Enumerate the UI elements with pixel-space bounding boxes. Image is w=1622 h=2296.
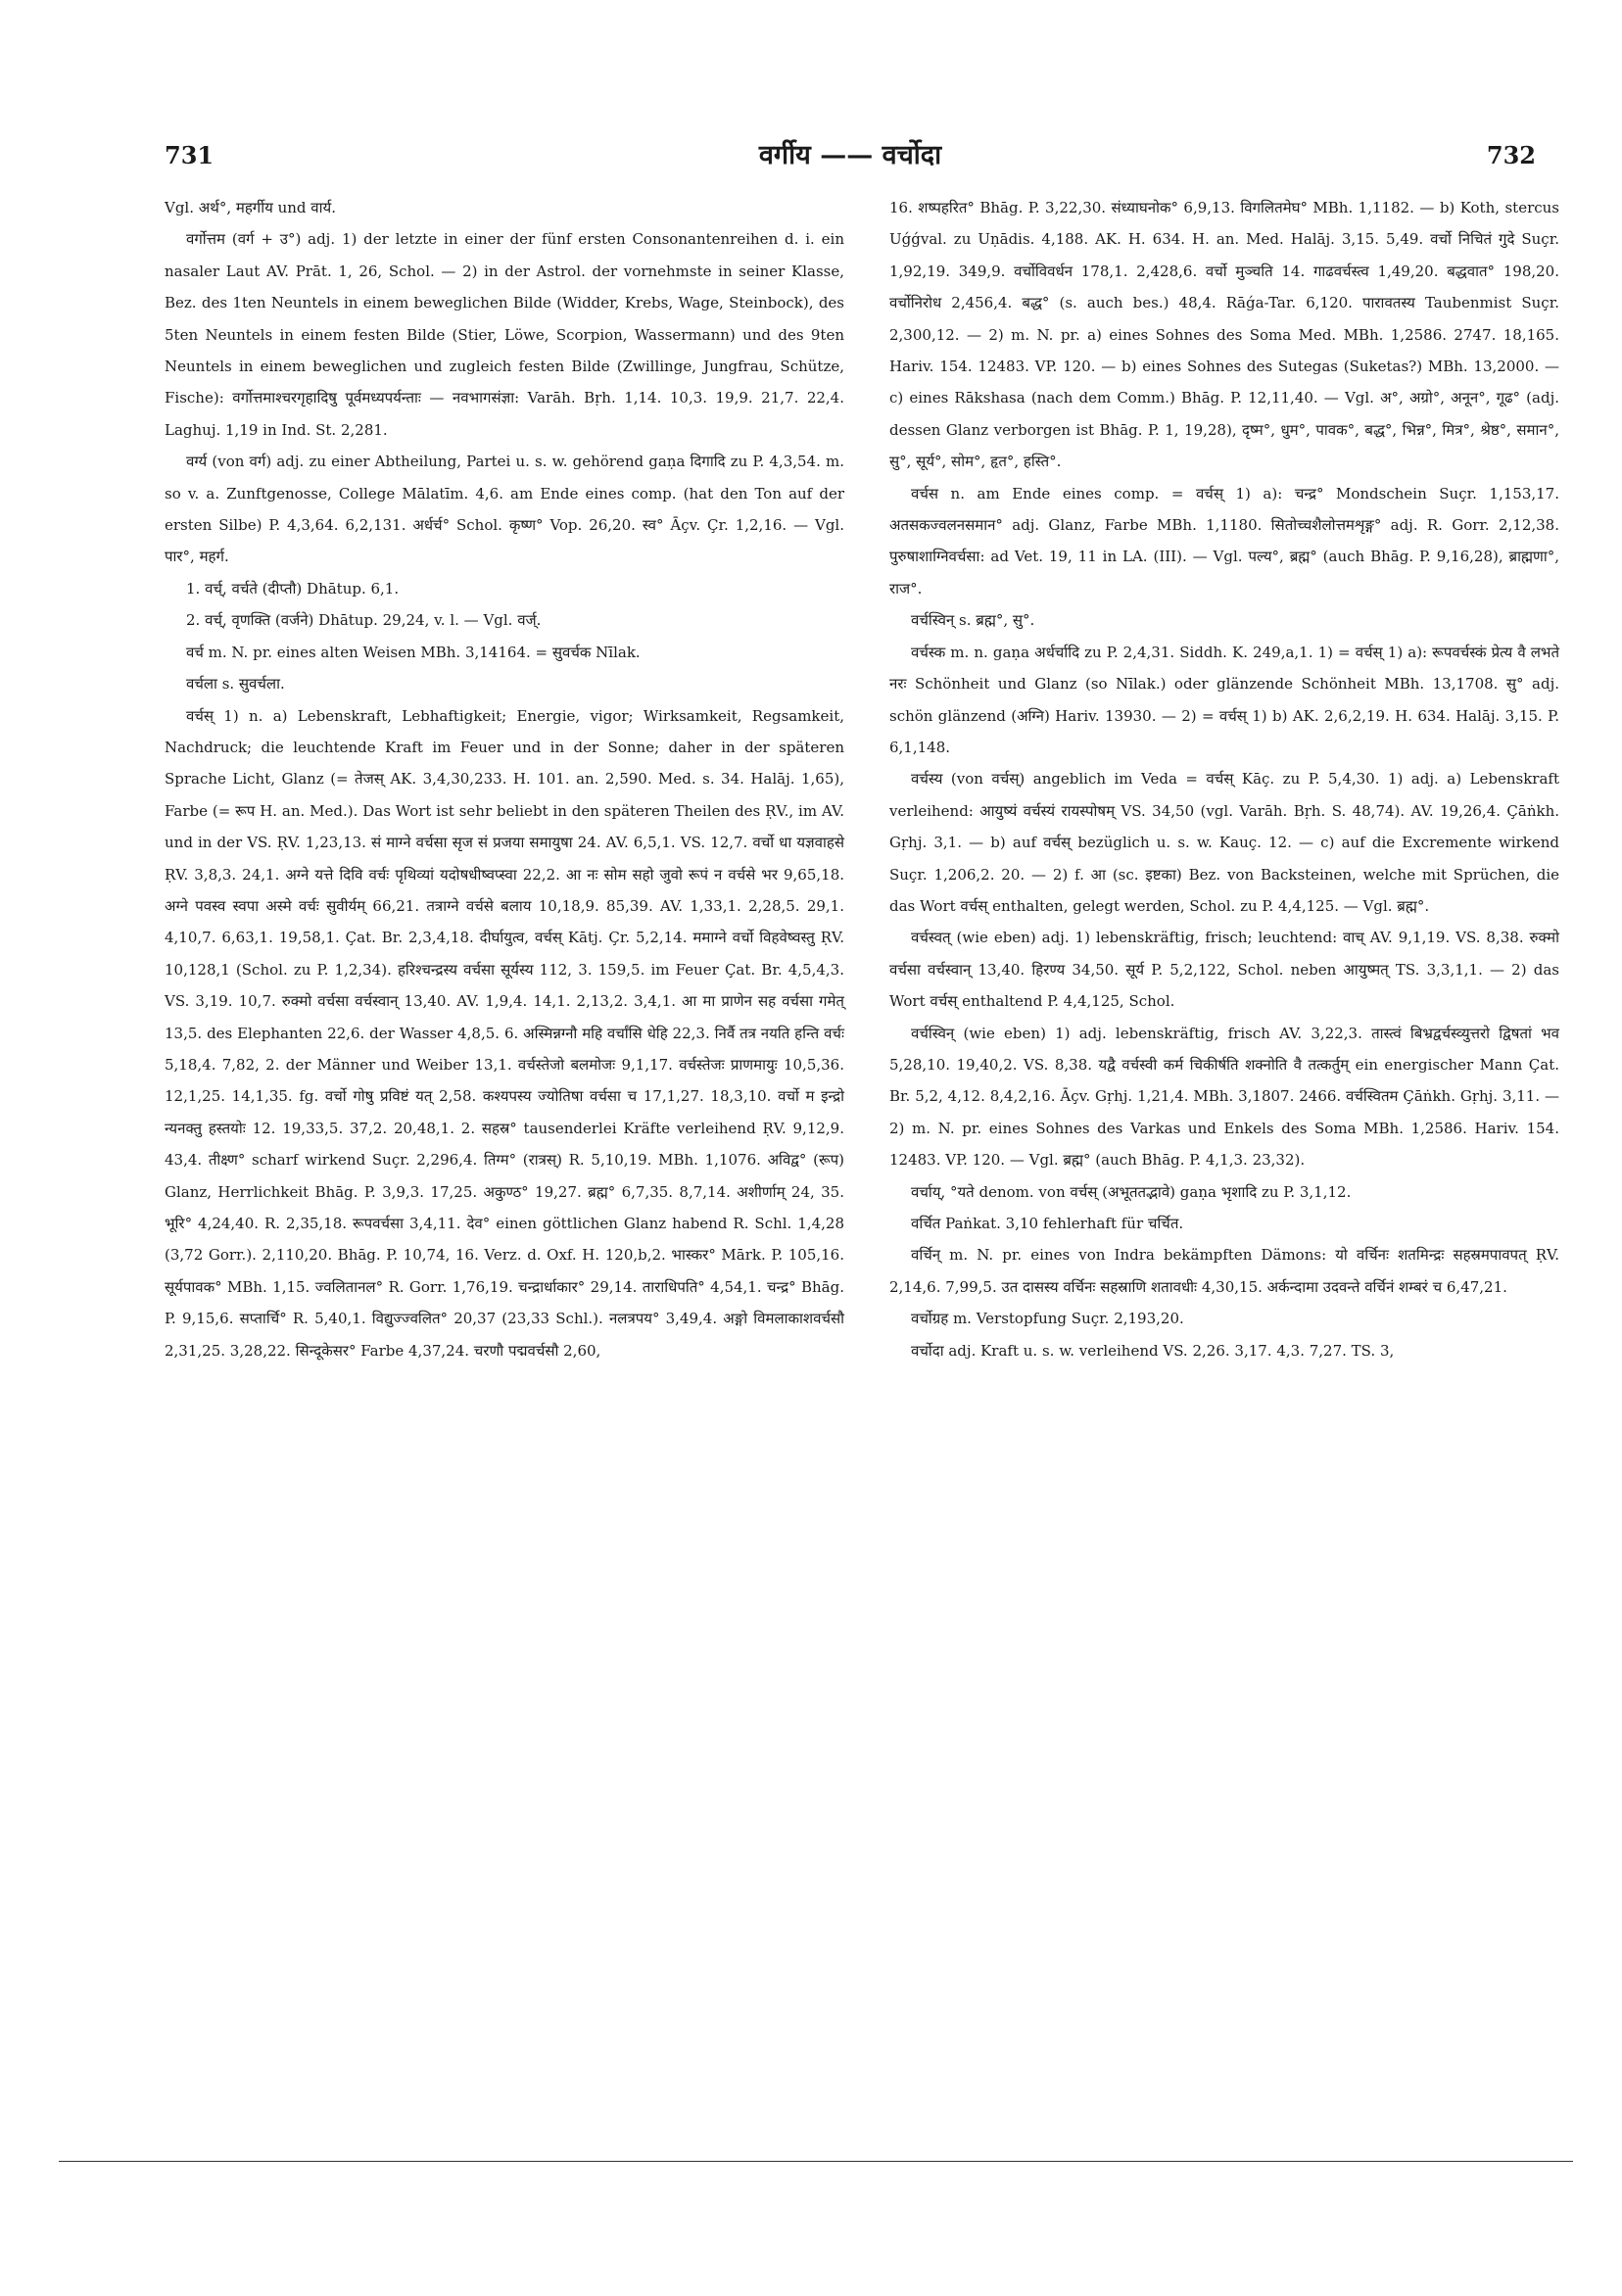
right-column <box>889 192 1559 1366</box>
entry-paragraph: 1. वर्च्, वर्चते (दीप्तौ) Dhātup. 6,1. <box>186 579 400 598</box>
entry-paragraph: 16. शष्पहरित° Bhāg. P. 3,22,30. संध्याघनोक° 6,9,13. विगलितमेघ° MBh. 1,1182. — b) Koth, stercus Uǵǵval. zu Uṇādis. 4,188. AK. H. 634. H. an. Med. Halāj. 3,15. 5,49. वर्चो निचितं गुदे Suçr. 1,92,19. 349,9. वर्चोविवर्धन 178,1. 2,428,6. वर्चो मुञ्चति 14. गाढवर्चस्त्व 1,49,20. बद्धवात° 198,20. वर्चोनिरोध 2,456,4. बद्ध° (s. auch bes.) 48,4. Rāǵa-Tar. 6,120. पारावतस्य Taubenmist Suçr. 2,300,12. — 2) m. N. pr. a) eines Sohnes des Soma Med. MBh. 1,2586. 2747. 18,165. Hariv. 154. 12483. VP. 120. — b) eines Sohnes des Sutegas (Suketas?) MBh. 13,2000. — c) eines Rākshasa (nach dem Comm.) Bhāg. P. 12,11,40. — Vgl. अ°, अग्रो°, अनून°, गूढ° (adj. dessen Glanz verborgen ist Bhāg. P. 1, 19,28), दृष्म°, धुम°, पावक°, बद्ध°, भिन्न°, मित्र°, श्रेष्ठ°, समान°, सु°, सूर्य°, सोम°, हृत°, हस्ति°. <box>889 199 1559 471</box>
running-head: वर्गीय —— वर्चोदा <box>758 140 942 170</box>
left-column <box>165 192 844 1366</box>
entry-paragraph: वर्च m. N. pr. eines alten Weisen MBh. 3,14164. = सुवर्चक Nīlak. <box>186 643 641 661</box>
entry-paragraph: Vgl. अर्थ°, महर्गीय und वार्य. <box>165 199 336 216</box>
entry-paragraph: 2. वर्च्, वृणक्ति (वर्जने) Dhātup. 29,24, v. l. — Vgl. वर्ज्. <box>186 611 542 630</box>
entry-paragraph: वर्चस्विन् (wie eben) 1) adj. lebenskräftig, frisch AV. 3,22,3. तास्त्वं बिभ्रद्वर्चस्व्युत्तरो द्विषतां भव 5,28,10. 19,40,2. VS. 8,38. यद्वै वर्चस्वी कर्म चिकीर्षति शक्नोति वै तत्कर्तुम् ein energischer Mann Çat. Br. 5,2, 4,12. 8,4,2,16. Āçv. Gṛhj. 1,21,4. MBh. 3,1807. 2466. वर्चस्वितम Çāṅkh. Gṛhj. 3,11. — 2) m. N. pr. eines Sohnes des Varkas und Enkels des Soma MBh. 1,2586. Hariv. 154. 12483. VP. 120. — Vgl. ब्रह्म° (auch Bhāg. P. 4,1,3. 23,32). <box>889 1024 1559 1170</box>
entry-paragraph: वर्चोग्रह m. Verstopfung Suçr. 2,193,20. <box>911 1310 1184 1328</box>
entry-paragraph: वर्चस्क m. n. gaṇa अर्धर्चादि zu P. 2,4,31. Siddh. K. 249,a,1. 1) = वर्चस् 1) a): रूपवर्चस्कं प्रेत्य वै लभते नरः Schönheit und Glanz (so Nīlak.) oder glänzende Schönheit MBh. 13,1708. सु° adj. schön glänzend (अग्नि) Hariv. 13930. — 2) = वर्चस् 1) b) AK. 2,6,2,19. H. 634. Halāj. 3,15. P. 6,1,148. <box>889 643 1559 756</box>
entry-paragraph: वर्ग्य (von वर्ग) adj. zu einer Abtheilung, Partei u. s. w. gehörend gaṇa दिगादि zu P. 4,3,54. m. so v. a. Zunftgenosse, College Mālatīm. 4,6. am Ende eines comp. (hat den Ton auf der ersten Silbe) P. 4,3,64. 6,2,131. अर्धर्च° Schol. कृष्ण° Vop. 26,20. स्व° Āçv. Çr. 1,2,16. — Vgl. पार°, महर्ग. <box>165 453 844 566</box>
entry-paragraph: वर्चोदा adj. Kraft u. s. w. verleihend VS. 2,26. 3,17. 4,3. 7,27. TS. 3, <box>911 1341 1395 1360</box>
page-header <box>165 135 1536 174</box>
entry-paragraph: वर्चस n. am Ende eines comp. = वर्चस् 1) a): चन्द्र° Mondschein Suçr. 1,153,17. अतसकज्वलनसमान° adj. Glanz, Farbe MBh. 1,1180. सितोच्चशैलोत्तमशृङ्ग° adj. R. Gorr. 2,12,38. पुरुषाशाग्निवर्चसा: ad Vet. 19, 11 in LA. (III). — Vgl. पल्य°, ब्रह्म° (auch Bhāg. P. 9,16,28), ब्राह्मणा°, राज°. <box>889 484 1559 598</box>
page-number-right: 732 <box>1486 141 1536 169</box>
entry-paragraph: वर्चस् 1) n. a) Lebenskraft, Lebhaftigkeit; Energie, vigor; Wirksamkeit, Regsamkeit, Nachdruck; die leuchtende Kraft im Feuer und in der Sonne; daher in der späteren Sprache Licht, Glanz (= तेजस् AK. 3,4,30,233. H. 101. an. 2,590. Med. s. 34. Halāj. 1,65), Farbe (= रूप H. an. Med.). Das Wort ist sehr beliebt in den späteren Theilen des ṚV., im AV. und in der VS. ṚV. 1,23,13. सं माग्ने वर्चसा सृज सं प्रजया समायुषा 24. AV. 6,5,1. VS. 12,7. वर्चो धा यज्ञवाहसे ṚV. 3,8,3. 24,1. अग्ने यत्ते दिवि वर्चः पृथिव्यां यदोषधीष्वप्स्वा 22,2. आ नः सोम सहो जुवो रूपं न वर्चसे भर 9,65,18. अग्ने पवस्व स्वपा अस्मे वर्चः सुवीर्यम् 66,21. तत्राग्ने वर्चसे बलाय 10,18,9. 85,39. AV. 1,33,1. 2,28,5. 29,1. 4,10,7. 6,63,1. 19,58,1. Çat. Br. 2,3,4,18. दीर्घायुत्व, वर्चस् Kātj. Çr. 5,2,14. ममाग्ने वर्चो विहवेष्वस्तु ṚV. 10,128,1 (Schol. zu P. 1,2,34). हरिश्चन्द्रस्य वर्चसा सूर्यस्य 112, 3. 159,5. im Feuer Çat. Br. 4,5,4,3. VS. 3,19. 10,7. रुक्मो वर्चसा वर्चस्वान् 13,40. AV. 1,9,4. 14,1. 2,13,2. 3,4,1. आ मा प्राणेन सह वर्चसा गमेत् 13,5. des Elephanten 22,6. der Wasser 4,8,5. 6. अस्मिन्नग्नौ महि वर्चांसि धेहि 22,3. निर्वै तत्र नयति हन्ति वर्चः 5,18,4. 7,82, 2. der Männer und Weiber 13,1. वर्चस्तेजो बलमोजः 9,1,17. वर्चस्तेजः प्राणमायुः 10,5,36. 12,1,25. 14,1,35. fg. वर्चो गोषु प्रविष्टं यत् 2,58. कश्यपस्य ज्योतिषा वर्चसा च 17,1,27. 18,3,10. वर्चो म इन्द्रो न्यनक्तु हस्तयोः 12. 19,33,5. 37,2. 20,48,1. 2. सहस्र° tausenderlei Kräfte verleihend ṚV. 9,12,9. 43,4. तीक्ष्ण° scharf wirkend Suçr. 2,296,4. तिग्म° (रात्रस्) R. 5,10,19. MBh. 1,1076. अविद्व° (रूप) Glanz, Herrlichkeit Bhāg. P. 3,9,3. 17,25. अकुण्ठ° 19,27. ब्रह्म° 6,7,35. 8,7,14. अशीर्णाम् 24, 35. भूरि° 4,24,40. R. 2,35,18. रूपवर्चसा 3,4,11. देव° einen göttlichen Glanz habend R. Schl. 1,4,28 (3,72 Gorr.). 2,110,20. Bhāg. P. 10,74, 16. Verz. d. Oxf. H. 120,b,2. भास्कर° Mārk. P. 105,16. सूर्यपावक° MBh. 1,15. ज्वलितानल° R. Gorr. 1,76,19. चन्द्रार्धाकार° 29,14. ताराधिपति° 4,54,1. चन्द्र° Bhāg. P. 9,15,6. सप्तार्चि° R. 5,40,1. विद्युज्ज्वलित° 20,37 (23,33 Schl.). नलत्रपय° 3,49,4. अङ्गो विमलाकाशवर्चसौ 2,31,25. 3,28,22. सिन्दूकेसर° Farbe 4,37,24. चरणौ पद्मवर्चसौ 2,60, <box>165 706 844 1360</box>
entry-paragraph: वर्चिन् m. N. pr. eines von Indra bekämpften Dämons: यो वर्चिनः शतमिन्द्रः सहस्रमपावपत् ṚV. 2,14,6. 7,99,5. उत दासस्य वर्चिनः सहस्राणि शतावधीः 4,30,15. अर्कन्दामा उदवन्ते वर्चिनं शम्बरं च 6,47,21. <box>889 1246 1559 1296</box>
entry-paragraph: वर्चस्वत् (wie eben) adj. 1) lebenskräftig, frisch; leuchtend: वाच् AV. 9,1,19. VS. 8,38. रुक्मो वर्चसा वर्चस्वान् 13,40. हिरण्य 34,50. सूर्य P. 5,2,122, Schol. neben आयुष्मत् TS. 3,3,1,1. — 2) das Wort वर्चस् enthaltend P. 4,4,125, Schol. <box>889 929 1559 1011</box>
entry-paragraph: वर्चला s. सुवर्चला. <box>186 675 285 694</box>
entry-paragraph: वर्चस्य (von वर्चस्) angeblich im Veda = वर्चस् Kāç. zu P. 5,4,30. 1) adj. a) Lebenskraft verleihend: आयुष्यं वर्चस्यं रायस्पोषम् VS. 34,50 (vgl. Varāh. Bṛh. S. 48,74). AV. 19,26,4. Çāṅkh. Gṛhj. 3,1. — b) auf वर्चस् bezüglich u. s. w. Kauç. 12. — c) auf die Excremente wirkend Suçr. 1,206,2. 20. — 2) f. आ (sc. इष्टका) Bez. von Backsteinen, welche mit Sprüchen, die das Wort वर्चस् enthalten, gelegt werden, Schol. zu P. 4,4,125. — Vgl. ब्रह्म°. <box>889 770 1559 915</box>
entry-paragraph: वर्गोत्तम (वर्ग + उ°) adj. 1) der letzte in einer der fünf ersten Consonantenreihen d. i. ein nasaler Laut AV. Prāt. 1, 26, Schol. — 2) in der Astrol. der vornehmste in seiner Klasse, Bez. des 1ten Neuntels in einem beweglichen Bilde (Widder, Krebs, Wage, Steinbock), des 5ten Neuntels in einem festen Bilde (Stier, Löwe, Scorpion, Wassermann) und des 9ten Neuntels in einem beweglichen und zugleich festen Bilde (Zwillinge, Jungfrau, Schütze, Fische): वर्गोत्तमाश्चरगृहादिषु पूर्वमध्यपर्यन्ताः — नवभागसंज्ञा: Varāh. Bṛh. 1,14. 10,3. 19,9. 21,7. 22,4. Laghuj. 1,19 in Ind. St. 2,281. <box>165 230 844 439</box>
footer-rule <box>59 2161 1573 2162</box>
page-number-left: 731 <box>165 141 215 169</box>
entry-paragraph: वर्चाय्, °यते denom. von वर्चस् (अभूततद्भावे) gaṇa भृशादि zu P. 3,1,12. <box>911 1182 1352 1201</box>
entry-paragraph: वर्चित Paṅkat. 3,10 fehlerhaft für चर्चित. <box>911 1215 1184 1232</box>
entry-paragraph: वर्चस्विन् s. ब्रह्म°, सु°. <box>911 611 1035 630</box>
